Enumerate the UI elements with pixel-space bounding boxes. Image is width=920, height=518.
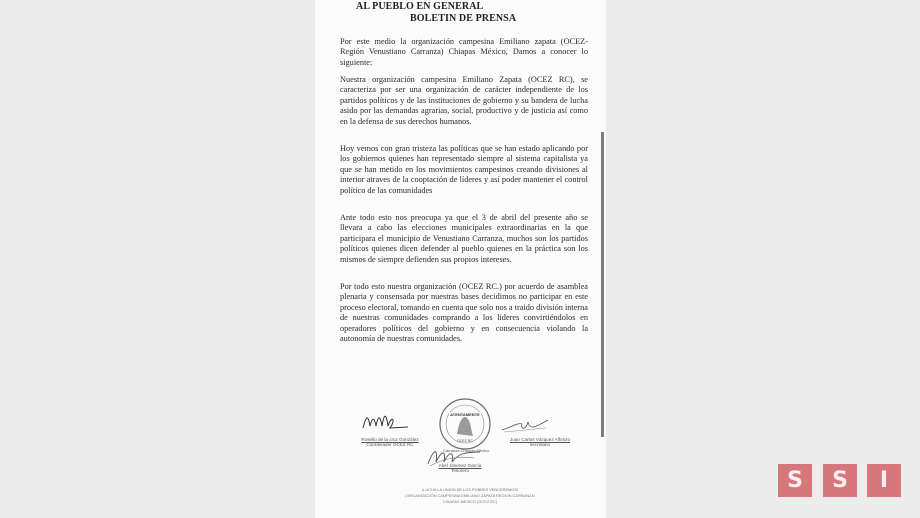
signatory-coordinator bbox=[345, 437, 435, 447]
paragraph-text: Ante todo esto nos preocupa ya que el 3 de abril del presente año se llevara a cabo las elecciones municipales extraordinarias en la que participara el municipio de Venustiano Carranza, muchos son los partidos políticos quienes dicen defender al pueblo quienes en la práctica son los mismos de siempre defienden sus propios intereses. bbox=[340, 213, 588, 264]
organization-stamp-icon bbox=[437, 396, 493, 452]
svg-text:OCEZ RC: OCEZ RC bbox=[457, 439, 473, 443]
signature-scribble-icon bbox=[500, 418, 550, 436]
signatory-secretary bbox=[492, 437, 588, 447]
paragraph-politics bbox=[340, 144, 588, 196]
signatory-treasurer bbox=[425, 463, 495, 473]
svg-text:ATENTAMENTE: ATENTAMENTE bbox=[450, 412, 480, 417]
page-edge-line bbox=[601, 132, 604, 437]
footer-line: CHIAPAS MEXICO (OCEZ RC) bbox=[442, 499, 498, 504]
footer-line: ¡ORGANIZACIÓN CAMPESINA EMILIANO ZAPATA REGION CARRANZA! bbox=[405, 493, 535, 498]
signatory-name: Abel Jimenez García bbox=[438, 463, 482, 468]
signatory-role: Tesorero bbox=[451, 468, 469, 473]
paragraph-text: Por todo esto nuestra organización (OCEZ RC.) por acuerdo de asamblea plenaria y consensada por nuestras bases decidimos no participar en este proceso electoral, tomando en cuenta que solo nos a traido división interna de nuestras comunidades comprando a los lideres convirtiéndolos en operadores políticos del gobierno y en consecuencia violando la autonomía de nuestras comunidades. bbox=[340, 282, 588, 344]
stamp-place: Carranza Chiapas México bbox=[442, 448, 490, 453]
signature-scribble-icon bbox=[360, 408, 410, 432]
signatory-role: secretario bbox=[529, 442, 551, 447]
brand-logo-letter-i: I bbox=[867, 464, 901, 497]
paragraph-elections bbox=[340, 213, 588, 265]
paragraph-text: Por este medio la organización campesina Emiliano zapata (OCEZ- Región Venustiano Carranza) Chiapas México, Damos a conocer lo siguiente: bbox=[340, 37, 588, 67]
document-heading-line2: BOLETIN DE PRENSA bbox=[410, 13, 517, 24]
paragraph-organization bbox=[340, 75, 588, 127]
document-footer bbox=[385, 487, 555, 505]
signatory-name: Roselio de la cruz González bbox=[361, 437, 419, 442]
brand-logo-letter-s2: S bbox=[823, 464, 857, 497]
document-heading-line1: AL PUEBLO EN GENERAL bbox=[356, 1, 484, 12]
signatory-name: Juan Carlos Vázquez Alfonzo bbox=[509, 437, 570, 442]
paragraph-decision bbox=[340, 282, 588, 344]
paragraph-text: Hoy vemos con gran tristeza las políticas que se han estado aplicando por los gobiernos quienes han representado siempre al sistema capitalista ya que se han metido en los movimientos campesinos creando divisiones al interior atraves de la cooptación de líderes y así poder mantener el control político de las comunidades bbox=[340, 144, 588, 195]
brand-logo-letter-s1: S bbox=[778, 464, 812, 497]
paragraph-text: Nuestra organización campesina Emiliano Zapata (OCEZ RC), se caracteriza por ser una organización de carácter independiente de los partidos políticos y de las instituciones de gobierno y su bandera de lucha asido por las demandas agrarias, social, productivo y de justicia así como en la defensa de sus derechos humanos. bbox=[340, 75, 588, 126]
paragraph-intro bbox=[340, 37, 588, 68]
footer-line: ¡LUCHA LA UNION DE LOS POBRES VENCEREMOS! bbox=[422, 487, 518, 492]
signatory-role: Coordinador OCEZ RC bbox=[366, 442, 414, 447]
